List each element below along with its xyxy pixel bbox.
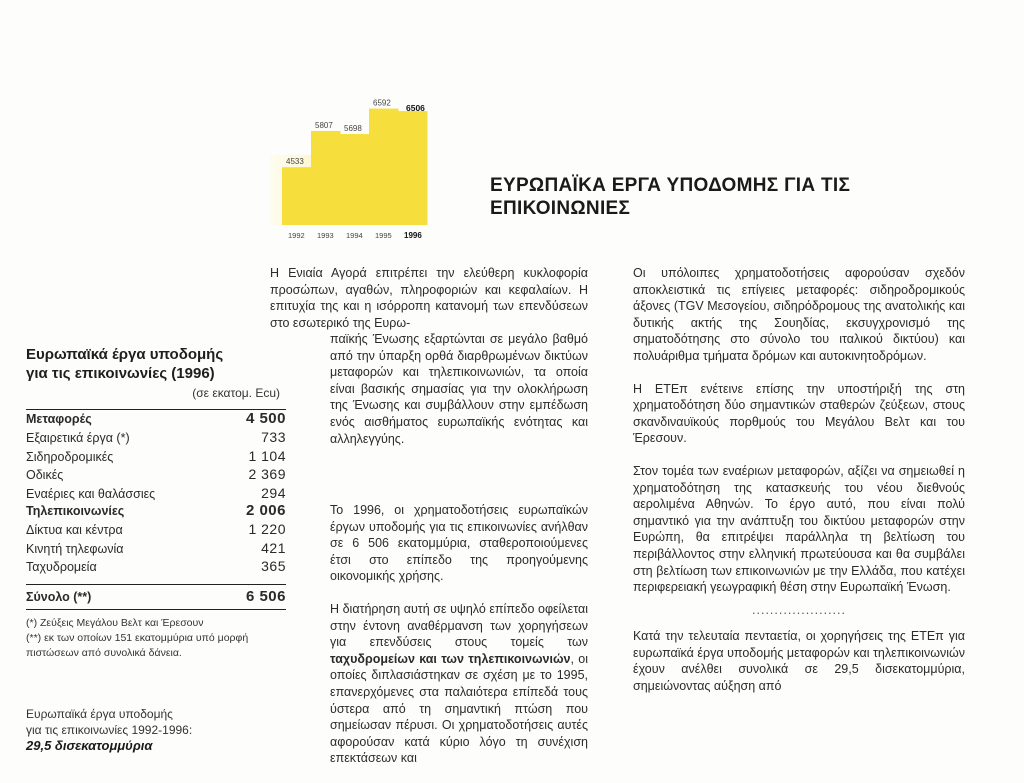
summary-line1: Ευρωπαϊκά έργα υποδομής [26,707,173,721]
body-paragraph-2: Το 1996, οι χρηματοδοτήσεις ευρωπαϊκών έργων υποδομής για τις επικοινωνίες ανήλθαν σε 6 506 εκατομμύρια, σταθεροποιούμενες έτσι στο επίπεδο της προηγούμενης οικονομικής χρήσης. [330,503,588,584]
body-paragraph-1b: παϊκής Ένωσης εξαρτώνται σε μεγάλο βαθμό από την ύπαρξη ορθά διαρθρωμένων δικτύων μεταφορών και τηλεπικοινωνιών, τα οποία είναι βασικής σημασίας για την ολοκλήρωση της Ένωσης και συμβάλλουν στην εμπέδωση ενός αισθήματος ευρωπαϊκής ενότητας και αλληλεγγύης. [330,332,588,446]
chart-bar-1995 [369,109,399,225]
separator-dots: ..................... [752,602,846,617]
table-row [26,539,286,557]
p3-text-end: , οι οποίες διπλασιάστηκαν σε σχέση με το 1995, επανερχόμενες στα παλαιότερα επίπεδά τους ύστερα από τη σημαντική πτώση που σημείωσαν πέρυσι. Οι χρηματοδοτήσεις αυτές αφορούσαν κατά κύριο λόγο τη συνέχιση επεκτάσεων και [330,651,588,766]
chart-year-label: 1996 [404,231,422,240]
table-row-value: 365 [261,558,286,575]
table-row-label: Εξαιρετικά έργα (*) [26,431,130,446]
body-paragraph-3 [330,601,588,767]
body-column-2 [633,265,965,711]
col2-paragraph-2: Η ΕΤΕπ ενέτεινε επίσης την υποστήριξή της στη χρηματοδότηση δύο σημαντικών σταθερών ζεύξεων, στους σκανδιναυϊκούς πορθμούς του Μεγάλου Βελτ και του Έρεσουν. [633,381,965,446]
total-label: Σύνολο (**) [26,589,92,604]
table-row-label: Μεταφορές [26,412,92,426]
table-row [26,484,286,502]
table-row [26,465,286,483]
chart-value-label: 5807 [315,120,333,130]
sidebar-summary [26,706,288,754]
col2-paragraph-4: Κατά την τελευταία πενταετία, οι χορηγήσεις της ΕΤΕπ για ευρωπαϊκά έργα υποδομής μεταφορών και τηλεπικοινωνιών έχουν ανέλθει συνολικά σε 29,5 δισεκατομμύρια, σημειώνοντας αύξηση από [633,629,965,694]
p3-text-start: Η διατήρηση αυτή σε υψηλό επίπεδο οφείλεται στην έντονη αναθέρμανση των χορηγήσεων για επενδύσεις στους τομείς των [330,601,588,650]
financing-area-chart [270,95,450,245]
table-row-value: 733 [261,429,286,446]
table-row-label: Οδικές [26,468,64,483]
sidebar-title-line2: για τις επικοινωνίες (1996) [26,365,215,382]
financing-table [26,409,286,610]
table-row [26,502,286,520]
table-row-value: 1 104 [248,447,286,464]
chart-bar-1992 [282,167,312,225]
table-row-value: 1 220 [248,521,286,538]
summary-line2: για τις επικοινωνίες 1992-1996: [26,723,193,737]
sidebar-title [26,345,256,383]
table-row [26,557,286,575]
body-column-1 [330,502,588,783]
table-row [26,428,286,446]
sidebar-title-line1: Ευρωπαϊκά έργα υποδομής [26,346,224,363]
table-row-label: Ταχυδρομεία [26,560,97,575]
table-row [26,447,286,465]
chart-value-label: 6592 [373,98,391,108]
col2-paragraph-3: Στον τομέα των εναέριων μεταφορών, αξίζει να σημειωθεί η χρηματοδότηση της κατασκευής του νέου διεθνούς αερολιμένα Αθηνών. Το έργο αυτό, που είναι πολύ σημαντικό για την ανάπτυξη του δικτύου μεταφορών στην Ευρώπη, θα επιτρέψει παράλληλα τη βελτίωση του περιβάλλοντος στην ελληνική πρωτεύουσα και θα συμβάλει στη βελτίωση των επικοινωνιών με την Ελλάδα, που κατέχει περιφερειακή γεωγραφική θέση στην Ευρωπαϊκή Ένωση. [633,463,965,595]
table-row-value: 2 006 [245,501,286,519]
chart-year-label: 1992 [288,231,305,240]
table-row-label: Τηλεπικοινωνίες [26,503,125,518]
chart-year-label: 1993 [317,231,334,240]
table-notes [26,616,288,661]
chart-bar-1996 [398,111,428,225]
note-2: (**) εκ των οποίων 151 εκατομμύρια υπό μορφή πιστώσεων από συνολικά δάνεια. [26,632,249,659]
p3-keyword: ταχυδρομείων και των τηλεπικοινωνιών [330,651,571,666]
page-heading: ΕΥΡΩΠΑΪΚΑ ΕΡΓΑ ΥΠΟΔΟΜΗΣ ΓΙΑ ΤΙΣ ΕΠΙΚΟΙΝΩΝΙΕΣ [490,175,851,219]
chart-value-label: 4533 [286,157,304,167]
chart-bar-1994 [340,134,370,225]
table-row-value: 294 [261,484,286,501]
chart-value-label: 5698 [344,124,362,134]
table-row-label: Κινητή τηλεφωνία [26,541,124,556]
table-row [26,410,286,428]
table-row [26,520,286,538]
summary-value: 29,5 δισεκατομμύρια [26,738,153,753]
chart-bar-1993 [311,131,341,225]
table-row-label: Δίκτυα και κέντρα [26,523,123,538]
unit-label: (σε εκατομ. Ecu) [192,386,280,400]
chart-value-label: 6506 [406,103,425,114]
table-row-label: Εναέριες και θαλάσσιες [26,486,156,501]
table-row-value: 421 [261,539,286,556]
table-row-label: Σιδηροδρομικές [26,449,114,464]
body-paragraph-1a: Η Ενιαία Αγορά επιτρέπει την ελεύθερη κυκλοφορία προσώπων, αγαθών, πληροφοριών και κεφαλαίων. Η επιτυχία της και η ισόρροπη κατανομή των επενδύσεων στο εσωτερικό της Ευρω- [270,266,588,330]
col2-paragraph-1: Οι υπόλοιπες χρηματοδοτήσεις αφορούσαν σχεδόν αποκλειστικά τις επίγειες μεταφορές: σιδηροδρομικούς άξονες (TGV Μεσογείου, σιδηρόδρομους της ανατολικής και δυτικής ακτής της Σουηδίας, εκσυγχρονισμό της σηματοδότησης στο σύνολο του ιταλικού δικτύου) και πολυάριθμα τμήματα δρόμων και αυτοκινητοδρόμων. [633,266,965,363]
table-row-value: 4 500 [245,410,286,427]
total-value: 6 506 [245,587,286,605]
table-total-row [26,584,286,610]
chart-year-label: 1994 [346,231,363,240]
table-row-value: 2 369 [248,466,286,483]
note-1: (*) Ζεύξεις Μεγάλου Βελτ και Έρεσουν [26,617,204,629]
chart-year-label: 1995 [375,231,392,240]
